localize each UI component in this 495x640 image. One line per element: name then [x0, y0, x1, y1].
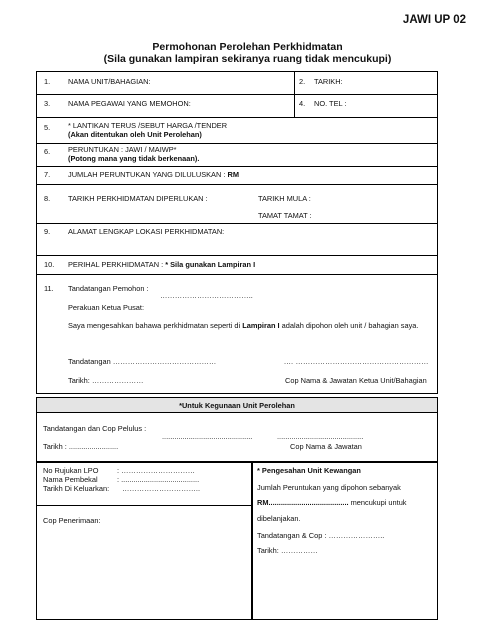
- applicant-signature-line: ………………………………..: [160, 291, 253, 300]
- service-date-label: TARIKH PERKHIDMATAN DIPERLUKAN :: [68, 194, 208, 203]
- form-title: [0, 41, 495, 65]
- allocation-note: (Potong mana yang tidak berkenaan).: [68, 154, 200, 163]
- divider: [36, 412, 438, 413]
- attachment-ref: Lampiran I: [242, 321, 280, 330]
- row-number: 10.: [44, 260, 55, 269]
- head-certification-label: Perakuan Ketua Pusat:: [68, 303, 145, 312]
- lpo-ref-label: No Rujukan LPO: [43, 466, 99, 475]
- applicant-name-label: NAMA PEGAWAI YANG MEMOHON:: [68, 99, 191, 108]
- approved-amount-label: JUMLAH PERUNTUKAN YANG DILULUSKAN : RM: [68, 170, 239, 179]
- applicant-signature-label: Tandatangan Pemohon :: [68, 284, 149, 293]
- divider: [36, 223, 438, 224]
- row-number: 4.: [299, 99, 306, 108]
- row-number: 8.: [44, 194, 51, 203]
- divider: [36, 184, 438, 185]
- issue-date-label: Tarikh Di Keluarkan:: [43, 484, 110, 493]
- supplier-name-line: : ......................................: [117, 475, 200, 484]
- phone-label: NO. TEL :: [314, 99, 347, 108]
- divider: [36, 255, 438, 256]
- head-stamp-label: Cop Nama & Jawatan Ketua Unit/Bahagian: [285, 376, 427, 385]
- row-number: 11.: [44, 284, 54, 293]
- allocation-label: PERUNTUKAN : JAWI / MAIWP*: [68, 145, 177, 154]
- service-location-label: ALAMAT LENGKAP LOKASI PERKHIDMATAN:: [68, 227, 225, 236]
- divider: [36, 143, 438, 144]
- row-number: 5.: [44, 123, 51, 132]
- finance-amount-line: RM....................................... mencukupi untuk: [257, 498, 407, 507]
- row-number: 6.: [44, 147, 51, 156]
- divider: [36, 505, 252, 506]
- row-number: 3.: [44, 99, 51, 108]
- finance-spend-text: dibelanjakan.: [257, 514, 301, 523]
- approver-signature-line: ............................................: [162, 432, 253, 441]
- attachment-note: * Sila gunakan Lampiran I: [165, 260, 256, 269]
- divider: [36, 274, 438, 275]
- end-date-label: TAMAT TAMAT :: [258, 211, 312, 220]
- finance-verification-title: * Pengesahan Unit Kewangan: [257, 466, 361, 475]
- form-reference: JAWI UP 02: [402, 14, 466, 26]
- service-description-label: PERIHAL PERKHIDMATAN : * Sila gunakan Lampiran I: [68, 260, 256, 269]
- row-number: 1.: [44, 77, 51, 86]
- unit-name-label: NAMA UNIT/BAHAGIAN:: [68, 77, 151, 86]
- title-line-1: Permohonan Perolehan Perkhidmatan: [152, 41, 343, 53]
- divider: [294, 71, 295, 117]
- row-number: 9.: [44, 227, 51, 236]
- approver-signature-label: Tandatangan dan Cop Pelulus :: [43, 424, 147, 433]
- finance-signature-label: Tandatangan & Cop : …………………..: [257, 531, 385, 540]
- approver-stamp-line: ..........................................: [277, 432, 364, 441]
- certification-statement: Saya mengesahkan bahawa perkhidmatan seperti di Lampiran I adalah dipohon oleh unit / bahagian saya.: [68, 321, 419, 330]
- head-date-label: Tarikh: …………………: [68, 376, 144, 385]
- head-signature-line: .… ………………………………………………: [284, 357, 429, 366]
- currency-rm: RM: [227, 170, 239, 179]
- title-line-2: (Sila gunakan lampiran sekiranya ruang tidak mencukupi): [103, 53, 392, 65]
- issue-date-line: …………………………..: [122, 484, 201, 493]
- divider: [36, 117, 438, 118]
- lpo-ref-line: : …………………………: [117, 466, 196, 475]
- divider: [36, 94, 438, 95]
- procurement-method-label: * LANTIKAN TERUS /SEBUT HARGA /TENDER: [68, 121, 228, 130]
- finance-amount-text: Jumlah Peruntukan yang dipohon sebanyak: [257, 483, 401, 492]
- head-signature-label: Tandatangan ……………………………………: [68, 357, 217, 366]
- date-label: TARIKH:: [314, 77, 343, 86]
- approver-date-label: Tarikh : ........................: [43, 442, 119, 451]
- procurement-unit-header: *Untuk Kegunaan Unit Perolehan: [179, 401, 295, 410]
- row-number: 7.: [44, 170, 51, 179]
- row-number: 2.: [299, 77, 306, 86]
- divider: [36, 166, 438, 167]
- finance-date-label: Tarikh: ……………: [257, 546, 318, 555]
- start-date-label: TARIKH MULA :: [258, 194, 311, 203]
- procurement-method-note: (Akan ditentukan oleh Unit Perolehan): [68, 130, 202, 139]
- supplier-name-label: Nama Pembekal: [43, 475, 98, 484]
- receipt-stamp-label: Cop Penerimaan:: [43, 516, 101, 525]
- finance-rm: RM.......................................: [257, 498, 349, 507]
- approver-stamp-label: Cop Nama & Jawatan: [290, 442, 362, 451]
